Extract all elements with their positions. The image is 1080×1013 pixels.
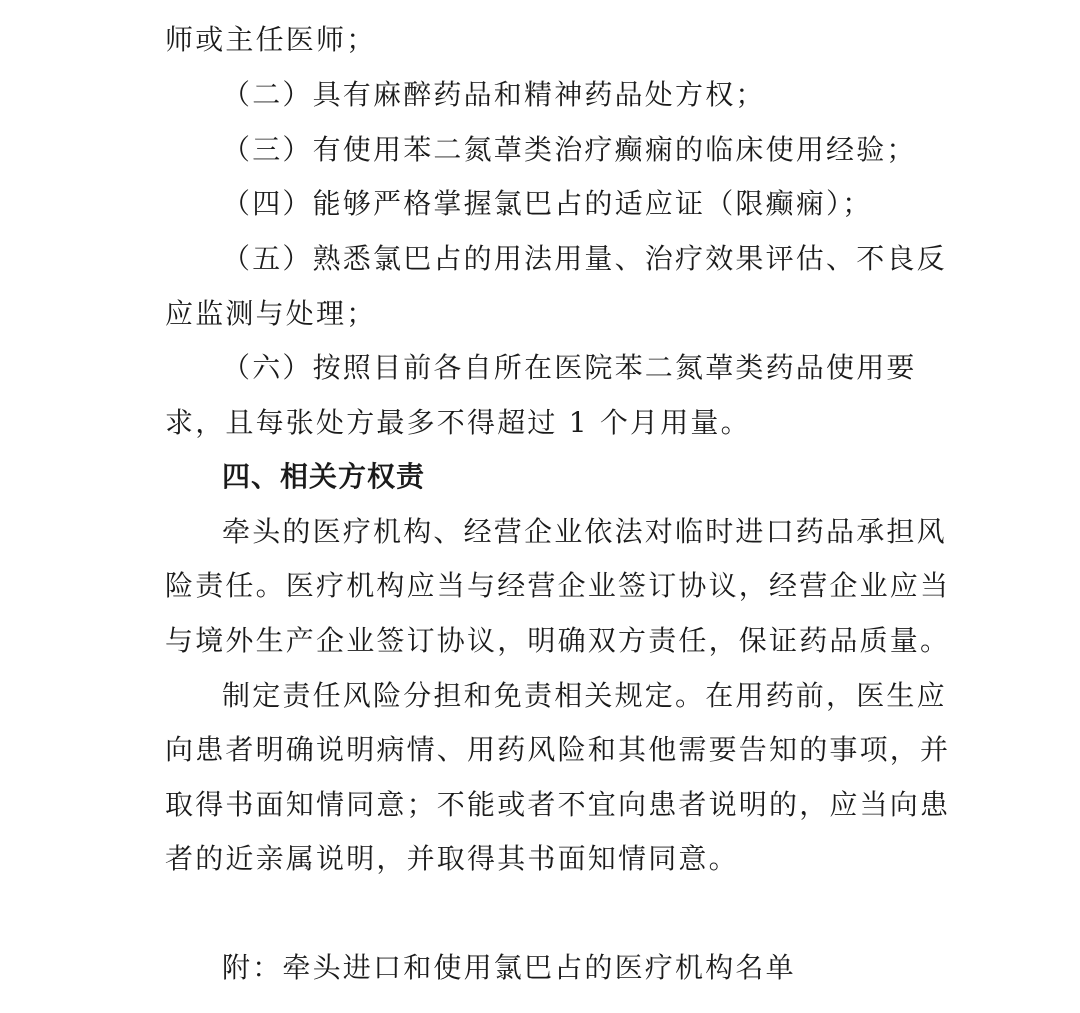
text-line-5: （五）熟悉氯巴占的用法用量、治疗效果评估、不良反: [222, 242, 947, 275]
text-line-13: 制定责任风险分担和免责相关规定。在用药前，医生应: [222, 679, 947, 712]
section-heading: 四、相关方权责: [222, 460, 426, 493]
text-line-7: （六）按照目前各自所在医院苯二氮䓬类药品使用要: [222, 351, 917, 384]
text-line-4: （四）能够严格掌握氯巴占的适应证（限癫痫）；: [222, 187, 873, 220]
attachment-line: 附：牵头进口和使用氯巴占的医疗机构名单: [222, 951, 796, 984]
text-line-3: （三）有使用苯二氮䓬类治疗癫痫的临床使用经验；: [222, 133, 917, 166]
text-line-14: 向患者明确说明病情、用药风险和其他需要告知的事项，并: [165, 733, 951, 766]
text-line-15: 取得书面知情同意；不能或者不宜向患者说明的，应当向患: [165, 788, 951, 821]
text-line-8: 求，且每张处方最多不得超过 1 个月用量。: [165, 406, 751, 439]
text-line-11: 险责任。医疗机构应当与经营企业签订协议，经营企业应当: [165, 569, 951, 602]
text-line-10: 牵头的医疗机构、经营企业依法对临时进口药品承担风: [222, 515, 947, 548]
text-line-1: 师或主任医师；: [165, 23, 377, 56]
text-line-16: 者的近亲属说明，并取得其书面知情同意。: [165, 842, 739, 875]
text-line-2: （二）具有麻醉药品和精神药品处方权；: [222, 78, 766, 111]
text-line-6: 应监测与处理；: [165, 297, 377, 330]
text-line-12: 与境外生产企业签订协议，明确双方责任，保证药品质量。: [165, 624, 951, 657]
